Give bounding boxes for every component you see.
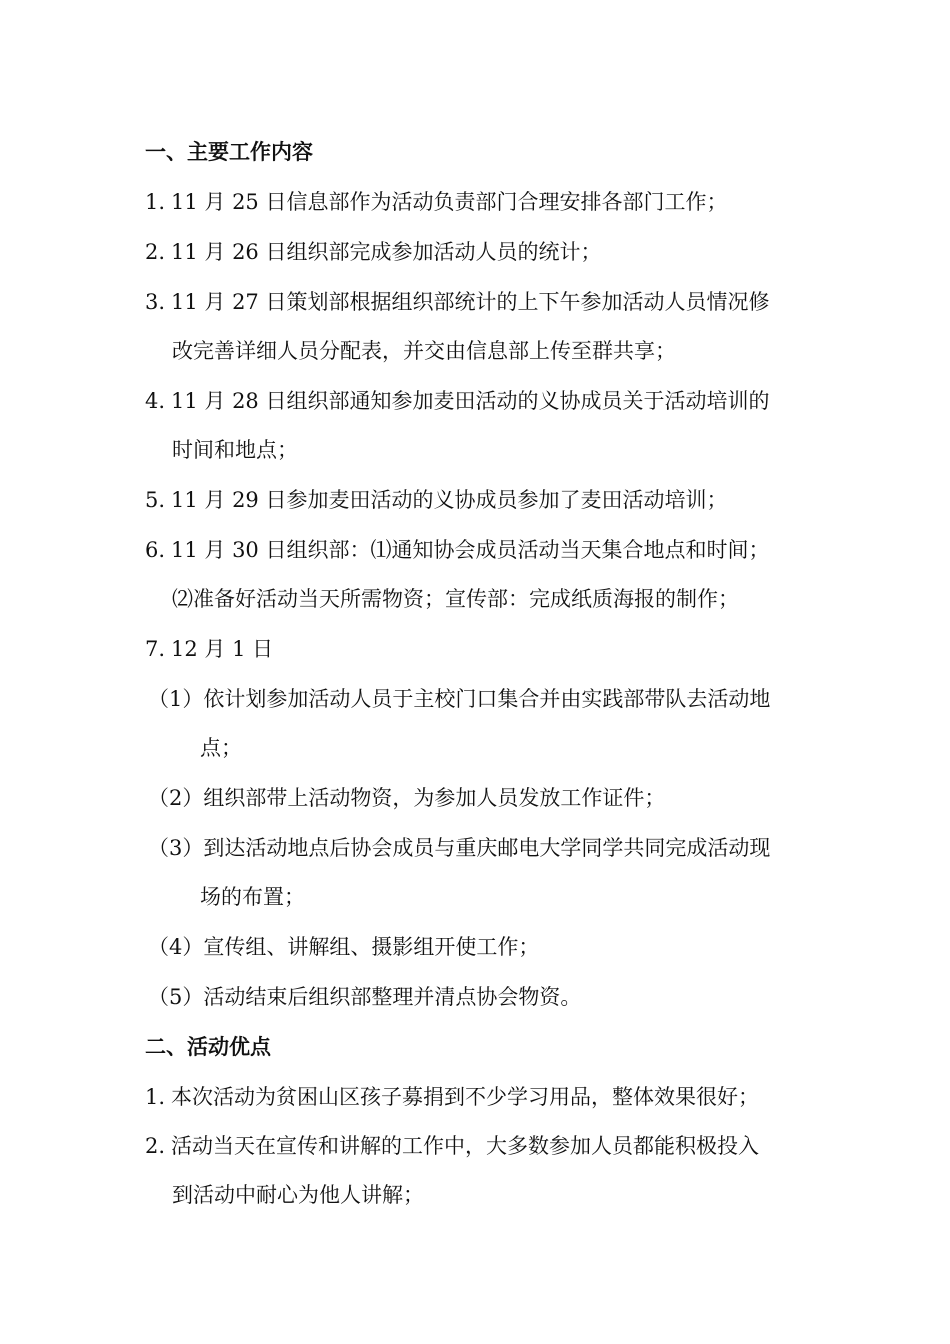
item-text: 11 月 28 日组织部通知参加麦田活动的义协成员关于活动培训的 <box>171 389 770 413</box>
sub-list-item <box>148 823 770 873</box>
section-heading-main-work: 一、主要工作内容 <box>145 139 313 164</box>
list-item <box>145 376 769 426</box>
item-number: 7. <box>145 637 166 661</box>
item-text: 12 月 1 日 <box>171 637 274 661</box>
item-text: 活动当天在宣传和讲解的工作中，大多数参加人员都能积极投入 <box>171 1134 759 1158</box>
item-number: 6. <box>145 538 166 562</box>
sub-item-number: （5） <box>148 985 204 1009</box>
item-text: 11 月 29 日参加麦田活动的义协成员参加了麦田活动培训； <box>171 488 728 512</box>
sub-item-text: 活动结束后组织部整理并清点协会物资。 <box>203 985 582 1009</box>
sub-item-text: 到达活动地点后协会成员与重庆邮电大学同学共同完成活动现 <box>203 836 771 860</box>
list-item <box>145 277 769 327</box>
item-number: 4. <box>145 389 166 413</box>
sub-item-text: 宣传组、讲解组、摄影组开使工作； <box>203 935 540 959</box>
item-continuation-text: ⑵准备好活动当天所需物资；宣传部：完成纸质海报的制作； <box>172 587 739 611</box>
item-number: 1. <box>145 1085 166 1109</box>
list-item <box>145 227 601 277</box>
item-number: 2. <box>145 1134 166 1158</box>
sub-item-number: （3） <box>148 836 204 860</box>
item-text: 11 月 25 日信息部作为活动负责部门合理安排各部门工作； <box>171 190 728 214</box>
sub-item-number: （4） <box>148 935 204 959</box>
item-continuation-text: 改完善详细人员分配表，并交由信息部上传至群共享； <box>172 339 676 363</box>
sub-item-continuation-text: 场的布置； <box>200 885 305 909</box>
item-text: 11 月 30 日组织部：⑴通知协会成员活动当天集合地点和时间； <box>171 538 770 562</box>
sub-item-text: 依计划参加活动人员于主校门口集合并由实践部带队去活动地 <box>203 687 771 711</box>
section-heading-advantages: 二、活动优点 <box>145 1034 271 1059</box>
item-text: 本次活动为贫困山区孩子募捐到不少学习用品，整体效果很好； <box>171 1085 759 1109</box>
item-number: 3. <box>145 290 166 314</box>
sub-item-number: （2） <box>148 786 204 810</box>
sub-item-number: （1） <box>148 687 204 711</box>
item-text: 11 月 27 日策划部根据组织部统计的上下午参加活动人员情况修 <box>171 290 770 314</box>
sub-list-item <box>148 773 665 823</box>
item-number: 2. <box>145 240 166 264</box>
item-number: 5. <box>145 488 166 512</box>
sub-list-item <box>148 972 581 1022</box>
sub-item-text: 组织部带上活动物资，为参加人员发放工作证件； <box>203 786 666 810</box>
item-continuation-text: 到活动中耐心为他人讲解； <box>172 1183 424 1207</box>
sub-item-continuation-text: 点； <box>200 736 242 760</box>
item-continuation-text: 时间和地点； <box>172 438 298 462</box>
sub-list-item <box>148 674 770 724</box>
list-item <box>145 624 273 674</box>
list-item <box>145 177 727 227</box>
list-item <box>145 525 769 575</box>
sub-list-item <box>148 922 539 972</box>
list-item <box>145 1072 759 1122</box>
list-item <box>145 475 727 525</box>
list-item <box>145 1121 759 1171</box>
item-number: 1. <box>145 190 166 214</box>
item-text: 11 月 26 日组织部完成参加活动人员的统计； <box>171 240 602 264</box>
